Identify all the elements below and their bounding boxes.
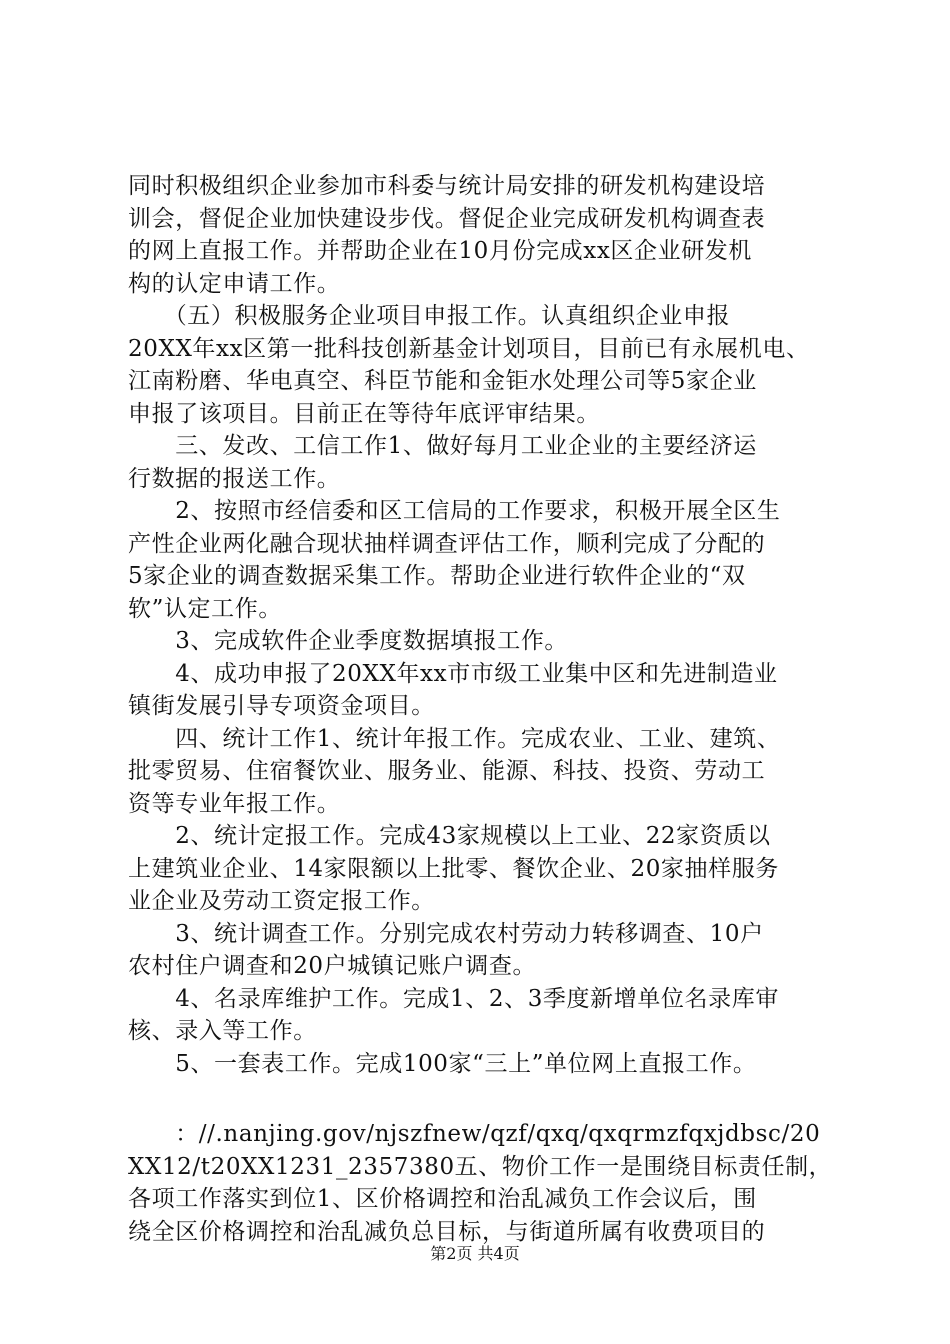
text-line: 镇街发展引导专项资金项目。	[128, 693, 435, 719]
text-line: 三、发改、工信工作1、做好每月工业企业的主要经济运	[128, 433, 757, 459]
text-line: 核、录入等工作。	[128, 1018, 317, 1044]
paragraph-gap	[128, 1080, 840, 1118]
text-line: 农村住户调查和20户城镇记账户调查。	[128, 953, 537, 979]
text-line: 业企业及劳动工资定报工作。	[128, 888, 435, 914]
paragraph-block-after-gap	[128, 1118, 840, 1248]
text-line: 20XX年xx区第一批科技创新基金计划项目，目前已有永展机电、	[128, 335, 810, 362]
text-line: 3、统计调查工作。分别完成农村劳动力转移调查、10户	[128, 920, 764, 947]
text-line: 行数据的报送工作。	[128, 465, 341, 492]
text-line: 同时积极组织企业参加市科委与统计局安排的研发机构建设培	[128, 173, 766, 199]
text-line: ：//.nanjing.gov/njszfnew/qzf/qxq/qxqrmzfqxjdbsc/20	[128, 1121, 821, 1147]
text-line: 5、一套表工作。完成100家“三上”单位网上直报工作。	[128, 1050, 757, 1077]
text-line: 江南粉磨、华电真空、科臣节能和金钜水处理公司等5家企业	[128, 368, 757, 394]
paragraph-block-main	[128, 170, 840, 1080]
text-line: XX12/t20XX1231_2357380五、物价工作一是围绕目标责任制，	[128, 1153, 833, 1180]
text-line: 4、名录库维护工作。完成1、2、3季度新增单位名录库审	[128, 985, 779, 1012]
page-footer: 第2页 共4页	[430, 1244, 520, 1263]
text-line: 资等专业年报工作。	[128, 790, 341, 817]
text-line: 申报了该项目。目前正在等待年底评审结果。	[128, 400, 600, 427]
text-line: 5家企业的调查数据采集工作。帮助企业进行软件企业的“双	[128, 563, 746, 589]
text-line: 训会，督促企业加快建设步伐。督促企业完成研发机构调查表	[128, 205, 766, 232]
text-line: 2、按照市经信委和区工信局的工作要求，积极开展全区生	[128, 498, 781, 524]
text-line: 产性企业两化融合现状抽样调查评估工作，顺利完成了分配的	[128, 530, 766, 557]
text-line: 批零贸易、住宿餐饮业、服务业、能源、科技、投资、劳动工	[128, 758, 766, 784]
text-line: 各项工作落实到位1、区价格调控和治乱减负工作会议后，围	[128, 1186, 757, 1212]
text-line: 的网上直报工作。并帮助企业在10月份完成xx区企业研发机	[128, 238, 753, 264]
text-line: 上建筑业企业、14家限额以上批零、餐饮企业、20家抽样服务	[128, 855, 779, 882]
text-line: 4、成功申报了20XX年xx市市级工业集中区和先进制造业	[128, 660, 778, 687]
text-line: 3、完成软件企业季度数据填报工作。	[128, 628, 569, 654]
text-line: 2、统计定报工作。完成43家规模以上工业、22家资质以	[128, 823, 771, 849]
text-line: 四、统计工作1、统计年报工作。完成农业、工业、建筑、	[128, 725, 781, 752]
text-line: 绕全区价格调控和治乱减负总目标，与街道所属有收费项目的	[128, 1218, 766, 1245]
text-line: 软”认定工作。	[128, 595, 282, 622]
text-line: 构的认定申请工作。	[128, 270, 341, 297]
document-body	[128, 170, 840, 1248]
text-line: （五）积极服务企业项目申报工作。认真组织企业申报	[128, 303, 731, 329]
